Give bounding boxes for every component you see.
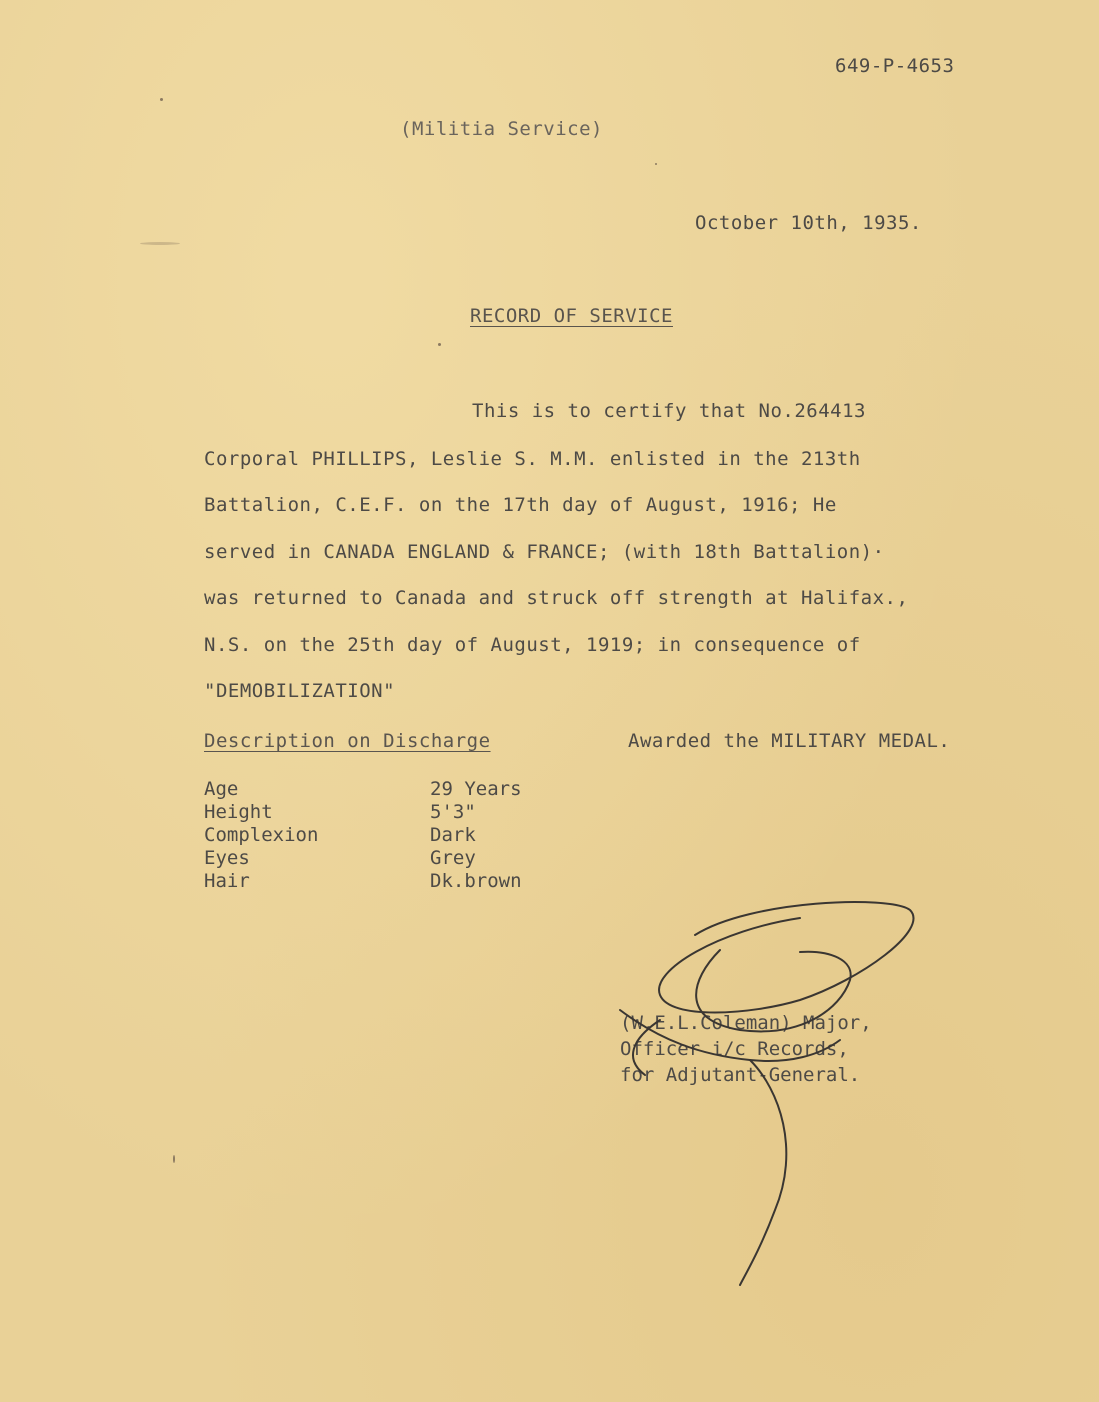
description-value: Grey [430,847,476,869]
description-label: Eyes [204,847,250,869]
description-value: 5'3" [430,801,476,823]
signature-line-2: Officer i/c Records, [620,1038,849,1060]
description-row-age [204,778,522,801]
body-line-6: N.S. on the 25th day of August, 1919; in consequence of [204,634,861,656]
body-line-3: Battalion, C.E.F. on the 17th day of August, 1916; He [204,494,837,516]
body-line-4: served in CANADA ENGLAND & FRANCE; (with 18th Battalion)· [204,541,885,563]
description-row-complexion [204,824,522,847]
description-row-eyes [204,847,522,870]
award-line: Awarded the MILITARY MEDAL. [628,730,951,752]
description-value: Dk.brown [430,870,522,892]
description-label: Height [204,801,273,823]
description-label: Hair [204,870,250,892]
description-label: Age [204,778,239,800]
description-value: Dark [430,824,476,846]
description-label: Complexion [204,824,319,846]
paper-speck [655,163,657,165]
body-line-7: "DEMOBILIZATION" [204,680,396,702]
description-row-height [204,801,522,824]
paper-speck [160,98,163,101]
document-title: RECORD OF SERVICE [470,305,673,327]
signature-line-1: (W.E.L.Coleman) Major, [620,1012,872,1034]
paper-speck [438,343,441,346]
description-table [204,778,522,893]
signature-line-3: for Adjutant-General. [620,1064,861,1086]
body-line-5: was returned to Canada and struck off strength at Halifax., [204,587,909,609]
file-number: 649-P-4653 [835,55,955,77]
body-line-1: This is to certify that No.264413 [472,400,866,422]
document-date: October 10th, 1935. [695,212,922,234]
handwritten-signature-icon [600,890,940,1290]
body-line-2: Corporal PHILLIPS, Leslie S. M.M. enlisted in the 213th [204,448,861,470]
description-value: 29 Years [430,778,522,800]
subtitle: (Militia Service) [400,118,603,140]
paper-speck [173,1155,175,1163]
description-row-hair [204,870,522,893]
description-heading: Description on Discharge [204,730,491,752]
paper-smudge [140,242,180,245]
